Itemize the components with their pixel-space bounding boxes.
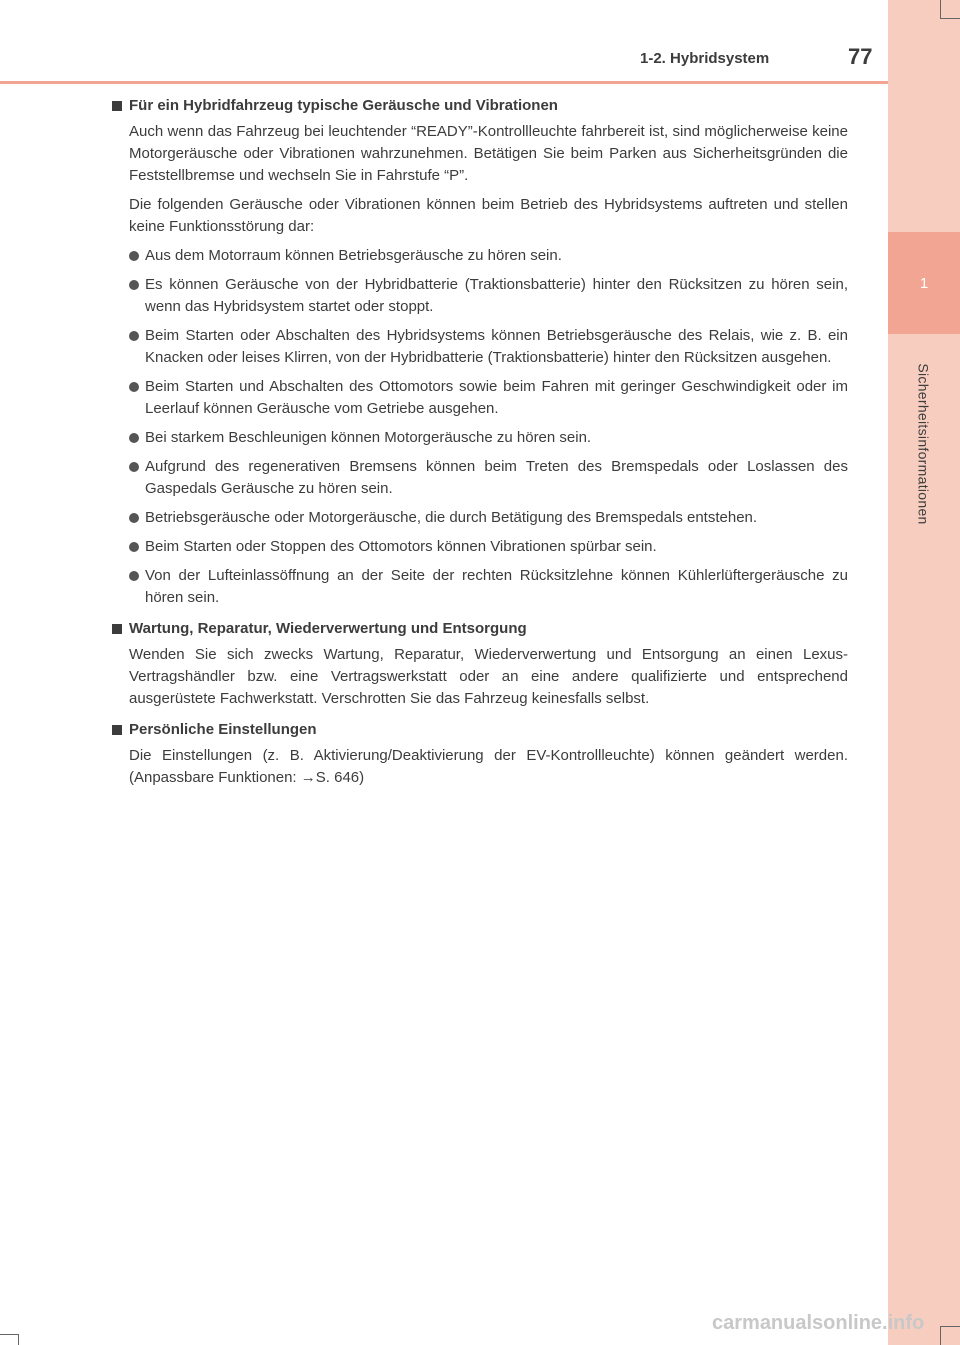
running-header: 1-2. Hybridsystem — [640, 50, 770, 67]
circle-bullet-icon — [129, 513, 139, 523]
list-item — [129, 536, 848, 558]
list-item-text: Es können Geräusche von der Hybridbatterie (Traktionsbatterie) hinter den Rücksitzen zu hören sein, wenn das Hybridsystem startet oder stoppt. — [145, 276, 848, 315]
square-bullet-icon — [112, 725, 122, 735]
chapter-number: 1 — [919, 274, 929, 292]
section-heading — [112, 719, 848, 741]
chapter-title — [888, 334, 960, 554]
section-heading — [112, 95, 848, 117]
square-bullet-icon — [112, 624, 122, 634]
circle-bullet-icon — [129, 331, 139, 341]
circle-bullet-icon — [129, 433, 139, 443]
list-item-text: Bei starkem Beschleunigen können Motorgeräusche zu hören sein. — [145, 429, 592, 446]
circle-bullet-icon — [129, 542, 139, 552]
page-content — [112, 95, 848, 789]
section-heading-text: Wartung, Reparatur, Wiederverwertung und Entsorgung — [129, 620, 527, 637]
crop-mark — [940, 1326, 941, 1345]
list-item — [129, 245, 848, 267]
circle-bullet-icon — [129, 571, 139, 581]
section-heading — [112, 618, 848, 640]
paragraph: Die Einstellungen (z. B. Aktivierung/Deaktivierung der EV-Kontrollleuchte) können geändert werden. (Anpassbare Funktionen: →S. 646) — [129, 747, 848, 786]
circle-bullet-icon — [129, 382, 139, 392]
chapter-title-text: Sicherheitsinformationen — [916, 363, 933, 525]
list-item — [129, 507, 848, 529]
header-rule — [0, 81, 888, 84]
list-item — [129, 376, 848, 420]
paragraph: Auch wenn das Fahrzeug bei leuchtender “READY”-Kontrollleuchte fahrbereit ist, sind möglicherweise keine Motorgeräusche oder Vibrationen wahrzunehmen. Betätigen Sie beim Parken aus Sicherheitsgründen die Feststellbremse und wechseln Sie in Fahrstufe “P”. — [129, 123, 848, 184]
crop-mark — [940, 0, 941, 18]
watermark: carmanualsonline.info — [712, 1312, 925, 1334]
list-item — [129, 325, 848, 369]
crop-mark — [0, 1334, 18, 1335]
list-item-text: Beim Starten und Abschalten des Ottomotors sowie beim Fahren mit geringer Geschwindigkeit oder im Leerlauf können Geräusche vom Getriebe ausgehen. — [145, 378, 848, 417]
chapter-sidebar — [888, 0, 960, 1345]
list-item — [129, 427, 848, 449]
list-item-text: Aufgrund des regenerativen Bremsens können beim Treten des Bremspedals oder Loslassen des Gaspedals Geräusche zu hören sein. — [145, 458, 848, 497]
circle-bullet-icon — [129, 251, 139, 261]
section-heading-text: Persönliche Einstellungen — [129, 721, 317, 738]
list-item — [129, 274, 848, 318]
page-number: 77 — [848, 44, 873, 69]
list-item-text: Betriebsgeräusche oder Motorgeräusche, die durch Betätigung des Bremspedals entstehen. — [145, 509, 758, 526]
list-item — [129, 456, 848, 500]
chapter-tab — [888, 232, 960, 334]
list-item — [129, 565, 848, 609]
list-item-text: Beim Starten oder Abschalten des Hybridsystems können Betriebsgeräusche des Relais, wie z. B. ein Knacken oder leises Klirren, von der Hybridbatterie (Traktionsbatterie) hinter den Rücksitzen ausgehen. — [145, 327, 848, 366]
circle-bullet-icon — [129, 280, 139, 290]
square-bullet-icon — [112, 101, 122, 111]
crop-mark — [940, 1326, 960, 1327]
list-item-text: Von der Lufteinlassöffnung an der Seite der rechten Rücksitzlehne können Kühlerlüftergeräusche zu hören sein. — [145, 567, 848, 606]
list-item-text: Beim Starten oder Stoppen des Ottomotors können Vibrationen spürbar sein. — [145, 538, 657, 555]
circle-bullet-icon — [129, 462, 139, 472]
list-item-text: Aus dem Motorraum können Betriebsgeräusche zu hören sein. — [145, 247, 562, 264]
section-heading-text: Für ein Hybridfahrzeug typische Geräusche und Vibrationen — [129, 97, 558, 114]
crop-mark — [18, 1334, 19, 1345]
crop-mark — [940, 18, 960, 19]
paragraph: Wenden Sie sich zwecks Wartung, Reparatur, Wiederverwertung und Entsorgung an einen Lexus-Vertragshändler bzw. eine Vertragswerkstatt oder an eine andere qualifizierte und entsprechend ausgerüstete Fachwerkstatt. Verschrotten Sie das Fahrzeug keinesfalls selbst. — [129, 646, 848, 707]
paragraph: Die folgenden Geräusche oder Vibrationen können beim Betrieb des Hybridsystems auftreten und stellen keine Funktionsstörung dar: — [129, 196, 848, 235]
